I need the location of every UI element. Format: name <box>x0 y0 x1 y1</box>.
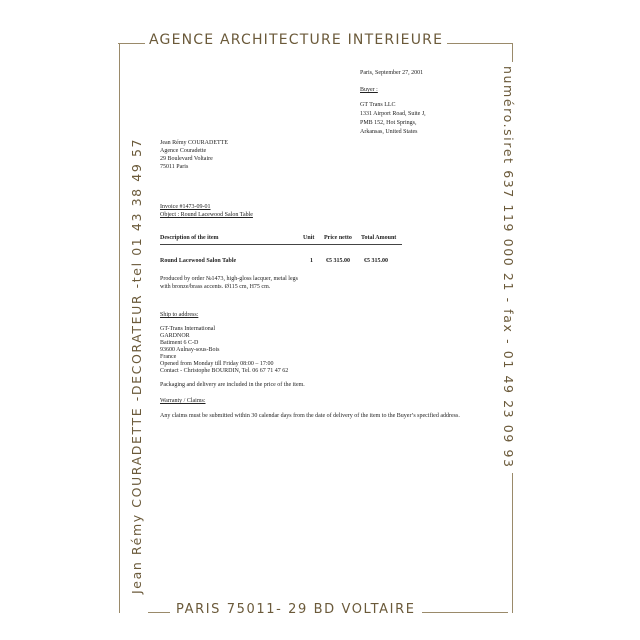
buyer-label: Buyer : <box>360 87 378 93</box>
table-cell-unit: 1 <box>310 258 313 264</box>
shipping-line: 93600 Aulnay-sous-Bois <box>160 347 220 353</box>
letterhead-right-vertical: numéro.siret 637 119 000 21 - fax - 01 49 23 09 93 <box>501 62 516 473</box>
buyer-line: GT Trans LLC <box>360 102 396 108</box>
buyer-line: 1331 Airport Road, Suite J, <box>360 111 426 117</box>
sender-line: 75011 Paris <box>160 164 189 170</box>
table-header-description: Description of the item <box>160 235 219 241</box>
warranty-label: Warranty / Claims: <box>160 398 206 404</box>
shipping-line: GARDNOR <box>160 333 190 339</box>
invoice-number: Invoice #1473-09-01 <box>160 204 211 210</box>
sender-line: Jean Rémy COURADETTE <box>160 140 228 146</box>
packaging-note: Packaging and delivery are included in the price of the item. <box>160 382 305 388</box>
item-detail-line: with bronze/brass accents. Ø115 cm, H75 cm. <box>160 284 271 290</box>
shipping-line: Opened from Monday till Friday 08:00 – 17:00 <box>160 361 274 367</box>
table-header-total: Total Amount <box>361 235 397 241</box>
table-cell-description: Round Lacewood Salon Table <box>160 258 237 264</box>
shipping-label: Ship to address: <box>160 312 199 318</box>
table-header-rule <box>160 244 402 245</box>
invoice-object: Object : Round Lacewood Salon Table <box>160 212 253 218</box>
buyer-line: Arkansas, United States <box>360 129 418 135</box>
letterhead-title: AGENCE ARCHITECTURE INTERIEURE <box>145 32 447 48</box>
sender-line: 29 Boulevard Voltaire <box>160 156 213 162</box>
invoice-date: Paris, September 27, 2001 <box>360 70 424 76</box>
table-cell-total: €5 315.00 <box>364 258 388 264</box>
shipping-line: Batiment 6 C-D <box>160 340 199 346</box>
frame-left-line <box>119 43 120 613</box>
letterhead-left-vertical: Jean Rémy COURADETTE -DECORATEUR -tel 01 43 38 49 57 <box>129 134 144 598</box>
warranty-text: Any claims must be submitted within 30 calendar days from the date of delivery of the item to the Buyer’s specified address. <box>160 413 460 419</box>
letterhead-footer-address: PARIS 75011- 29 BD VOLTAIRE <box>170 602 422 617</box>
table-header-price: Price netto <box>324 235 352 241</box>
shipping-line: France <box>160 354 177 360</box>
shipping-line: GT-Trans International <box>160 326 216 332</box>
shipping-line: Contact - Christophe BOURDIN, Tel. 06 67 71 47 62 <box>160 368 289 374</box>
table-header-unit: Unit <box>303 235 315 241</box>
buyer-line: PMB 152, Hot Springs, <box>360 120 417 126</box>
table-cell-price: €5 315.00 <box>326 258 350 264</box>
sender-line: Agence Couradette <box>160 148 207 154</box>
item-detail-line: Produced by order №1473, high-gloss lacquer, metal legs <box>160 276 298 282</box>
